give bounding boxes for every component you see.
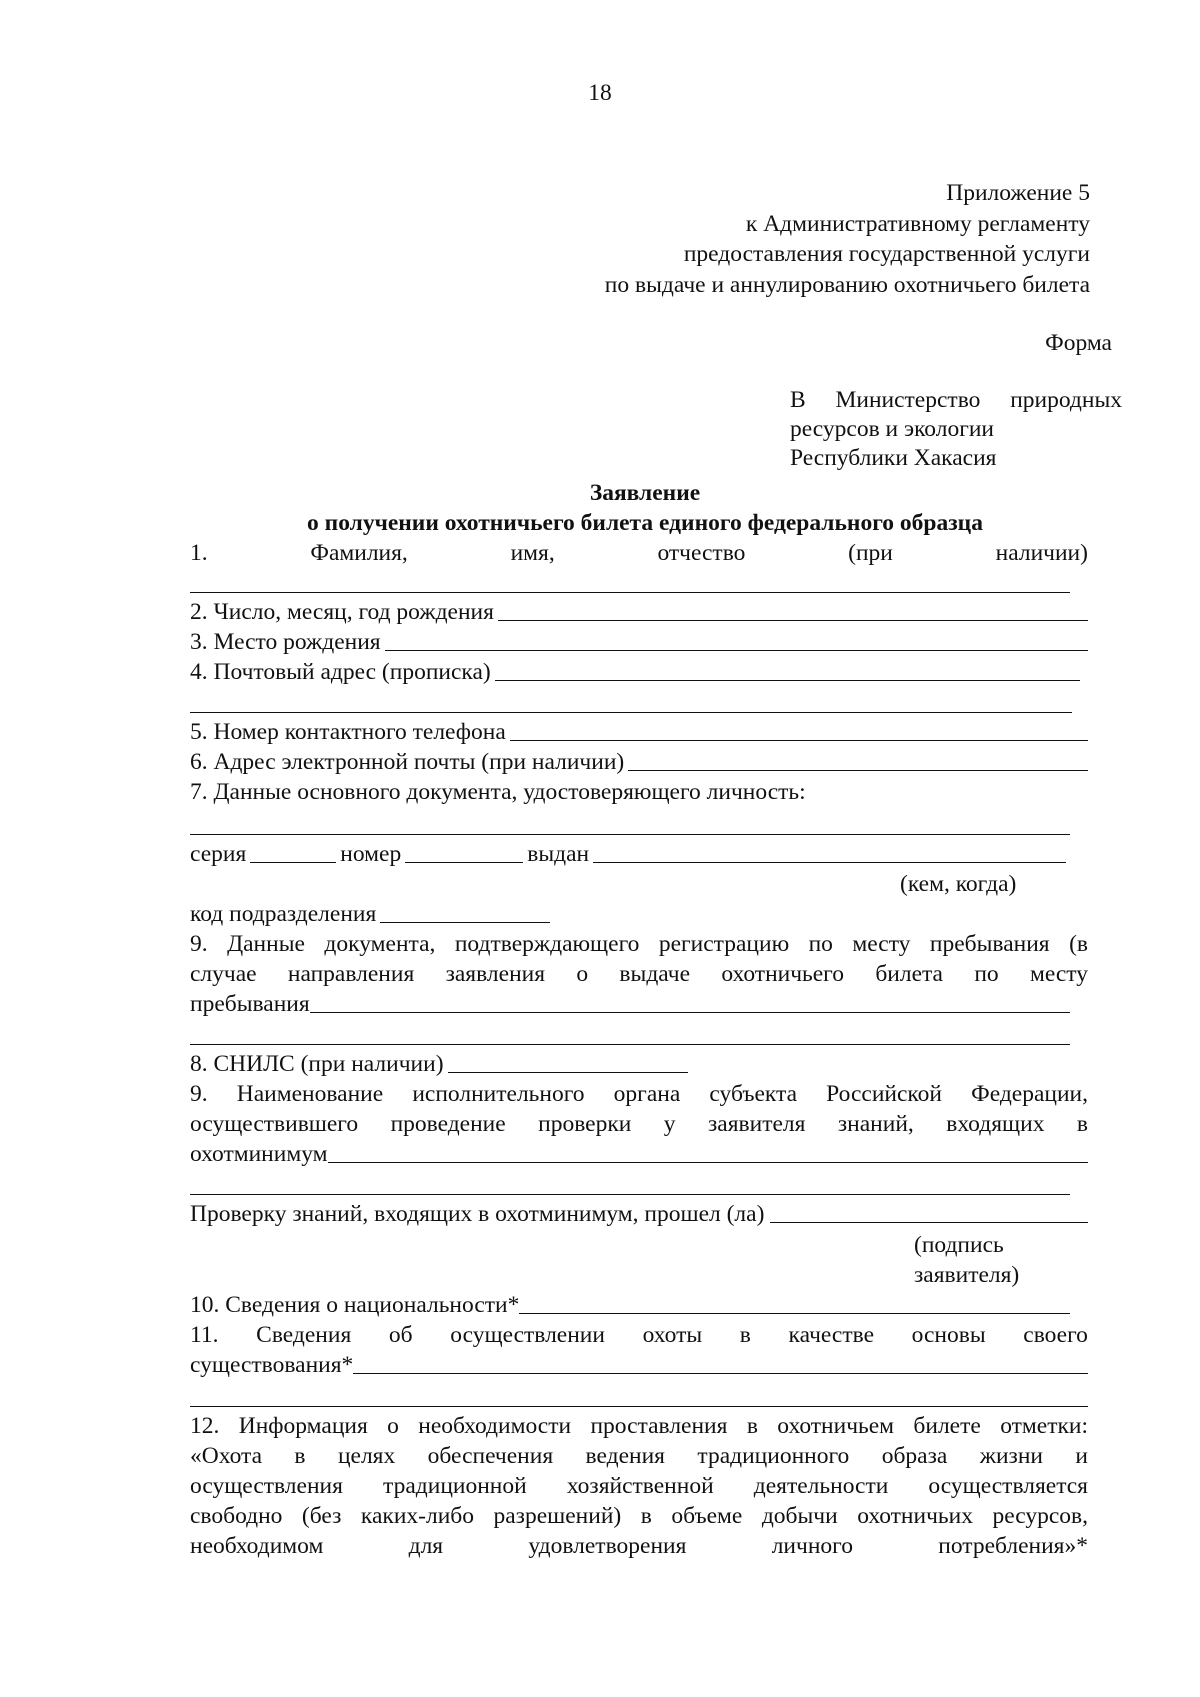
f11-word: в [739,1322,751,1348]
field-2-row[interactable] [190,597,1088,627]
annex-header [605,178,1090,300]
field-9a-line-1: 9. Данные документа, подтверждающего регистрацию по месту пребывания (в [190,931,1088,957]
signature-note-line-1: (подпись [914,1232,1004,1258]
page-number: 18 [588,80,612,106]
f11-word: своего [1023,1322,1088,1348]
field-4-line[interactable] [495,680,1080,681]
signature-note-line-2: заявителя) [914,1262,1020,1288]
f12-word: личного [771,1533,853,1559]
annex-line-3: предоставления государственной услуги [683,241,1090,267]
f12-word: для [408,1533,444,1559]
form-label: Форма [1045,330,1112,356]
field-9b-label: охотминимум [190,1141,328,1167]
field-11-label [190,1320,1088,1350]
field-1-label [190,538,1088,568]
annex-line-4: по выдаче и аннулированию охотничьего билета [604,271,1090,298]
field-8-row[interactable] [190,1049,688,1079]
division-code-label: код подразделения [190,901,377,927]
field-8-label: 8. СНИЛС (при наличии) [190,1051,444,1077]
f1-word: наличии) [995,540,1088,566]
field-10-line[interactable] [519,1313,1070,1314]
field-12-line-2: «Охота в целях обеспечения ведения традиционного образа жизни и [190,1443,1088,1469]
field-12-line-3: осуществления традиционной хозяйственной деятельности осуществляется [190,1473,1088,1499]
field-9a-row[interactable] [190,989,1070,1019]
issued-line[interactable] [593,862,1066,863]
field-6-label: 6. Адрес электронной почты (при наличии) [190,749,625,775]
field-5-line[interactable] [510,740,1088,741]
f1-word: имя, [510,540,555,566]
f12-word: необходимом [190,1533,324,1559]
field-2-label: 2. Число, месяц, год рождения [190,599,494,625]
addressee-line-3: Республики Хакасия [790,445,997,471]
f11-word: охоты [642,1322,703,1348]
field-5-row[interactable] [190,717,1088,747]
series-label: серия [190,841,247,867]
field-9b-text [190,1079,1088,1139]
series-line[interactable] [250,862,336,863]
field-8-line[interactable] [448,1072,688,1073]
field-6-line[interactable] [628,770,1088,771]
field-9b-row[interactable] [190,1139,1088,1169]
f11-word: 11. [190,1322,219,1348]
f1-word: Фамилия, [310,540,408,566]
exam-row[interactable] [190,1199,1088,1229]
f11-word: об [388,1322,413,1348]
number-label: номер [340,841,402,867]
annex-line-1: Приложение 5 [946,180,1090,206]
document-subtitle: о получении охотничьего билета единого федерального образца [307,510,983,536]
field-11-line[interactable] [353,1373,1088,1374]
f1-word: (при [848,540,893,566]
annex-line-2: к Административному регламенту [745,210,1090,237]
f11-word: Сведения [256,1322,352,1348]
f1-word: отчество [657,540,746,566]
field-10-label: 10. Сведения о национальности* [190,1292,520,1318]
field-9a-extra-line[interactable] [190,1044,1070,1045]
field-9b-extra-line[interactable] [190,1194,1070,1195]
field-9b-line-2: осуществившего проведение проверки у заявителя знаний, входящих в [190,1111,1088,1137]
field-12-line-5 [190,1531,1088,1561]
field-11-extra-line[interactable] [190,1406,1088,1407]
f12-word: потребления»* [938,1533,1088,1559]
field-9b-line-1: 9. Наименование исполнительного органа субъекта Российской Федерации, [190,1081,1088,1107]
field-9a-line[interactable] [310,1012,1070,1013]
issued-label: выдан [527,841,590,867]
addressee-block [790,386,1122,473]
issued-note: (кем, когда) [900,871,1017,897]
signature-note [914,1230,1019,1290]
f11-word: качестве [788,1322,875,1348]
field-10-row[interactable] [190,1290,1070,1320]
field-9a-line-2: случае направления заявления о выдаче охотничьего билета по месту [190,961,1088,987]
number-line[interactable] [405,862,523,863]
field-3-line[interactable] [385,650,1088,651]
field-11-label-2: существования* [190,1352,354,1378]
field-3-label: 3. Место рождения [190,629,381,655]
field-7-label: 7. Данные основного документа, удостоверяющего личность: [190,779,806,805]
division-code-line[interactable] [380,922,550,923]
addressee-line-1: В Министерство природных [790,387,1122,413]
field-7-line[interactable] [190,834,1070,835]
f1-word: 1. [190,540,208,566]
f11-word: осуществлении [450,1322,605,1348]
document-details-row [190,839,1066,869]
signature-line[interactable] [770,1222,1088,1223]
field-1-line[interactable] [190,592,1070,593]
field-6-row[interactable] [190,747,1088,777]
division-code-row[interactable] [190,899,550,929]
field-3-row[interactable] [190,627,1088,657]
field-12-text [190,1411,1088,1531]
document-title: Заявление [589,480,701,506]
field-4-row[interactable] [190,657,1080,687]
field-2-line[interactable] [498,620,1088,621]
field-9a-label: пребывания [190,991,310,1017]
field-4-extra-line[interactable] [190,712,1072,713]
field-5-label: 5. Номер контактного телефона [190,719,506,745]
f12-word: удовлетворения [528,1533,687,1559]
field-11-row[interactable] [190,1350,1088,1380]
field-9a-text [190,929,1088,989]
exam-label: Проверку знаний, входящих в охотминимум, прошел (ла) [190,1201,765,1227]
field-12-line-1: 12. Информация о необходимости проставления в охотничьем билете отметки: [190,1413,1088,1439]
f11-word: основы [911,1322,986,1348]
field-4-label: 4. Почтовый адрес (прописка) [190,659,491,685]
field-9b-line[interactable] [328,1162,1088,1163]
field-12-line-4: свободно (без каких-либо разрешений) в объеме добычи охотничьих ресурсов, [190,1503,1088,1529]
addressee-line-2: ресурсов и экологии [790,416,995,442]
